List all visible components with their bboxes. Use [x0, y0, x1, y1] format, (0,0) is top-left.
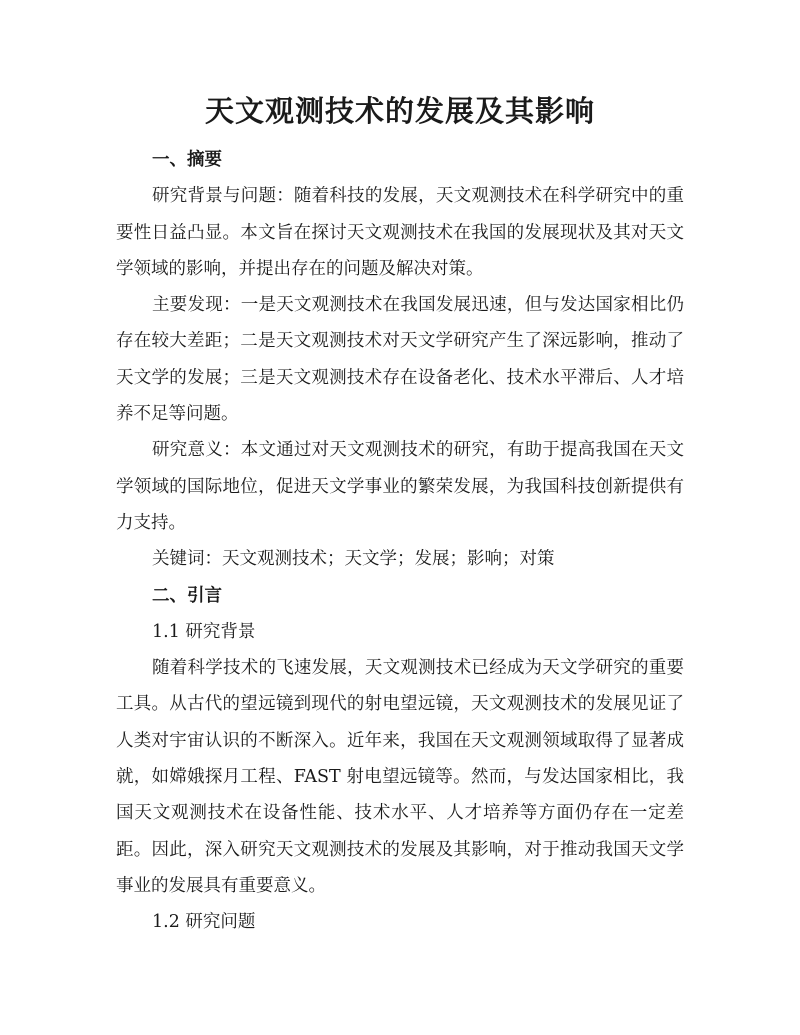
document-page — [116, 86, 684, 941]
abstract-background-paragraph: 研究背景与问题：随着科技的发展，天文观测技术在科学研究中的重要性日益凸显。本文旨在探讨天文观测技术在我国的发展现状及其对天文学领域的影响，并提出存在的问题及解决对策。 — [116, 186, 684, 279]
document-title: 天文观测技术的发展及其影响 — [204, 94, 595, 128]
section-1-1-paragraph: 随着科学技术的飞速发展，天文观测技术已经成为天文学研究的重要工具。从古代的望远镜到现代的射电望远镜，天文观测技术的发展见证了人类对宇宙认识的不断深入。近年来，我国在天文观测领域取得了显著成就，如嫦娥探月工程、FAST 射电望远镜等。然而，与发达国家相比，我国天文观测技术在设备性能、技术水平、人才培养等方面仍存在一定差距。因此，深入研究天文观测技术的发展及其影响，对于推动我国天文学事业的发展具有重要意义。 — [116, 658, 684, 896]
section-1-2-title: 1.2 研究问题 — [152, 912, 256, 933]
abstract-findings-paragraph: 主要发现：一是天文观测技术在我国发展迅速，但与发达国家相比仍存在较大差距；二是天文观测技术对天文学研究产生了深远影响，推动了天文学的发展；三是天文观测技术存在设备老化、技术水平滞后、人才培养不足等问题。 — [116, 295, 684, 425]
introduction-heading: 二、引言 — [152, 585, 222, 606]
abstract-significance-paragraph: 研究意义：本文通过对天文观测技术的研究，有助于提高我国在天文学领域的国际地位，促进天文学事业的繁荣发展，为我国科技创新提供有力支持。 — [116, 440, 684, 533]
section-1-1-title: 1.1 研究背景 — [152, 621, 256, 642]
keywords-line: 关键词：天文观测技术；天文学；发展；影响；对策 — [152, 549, 555, 570]
abstract-heading: 一、摘要 — [152, 150, 222, 170]
